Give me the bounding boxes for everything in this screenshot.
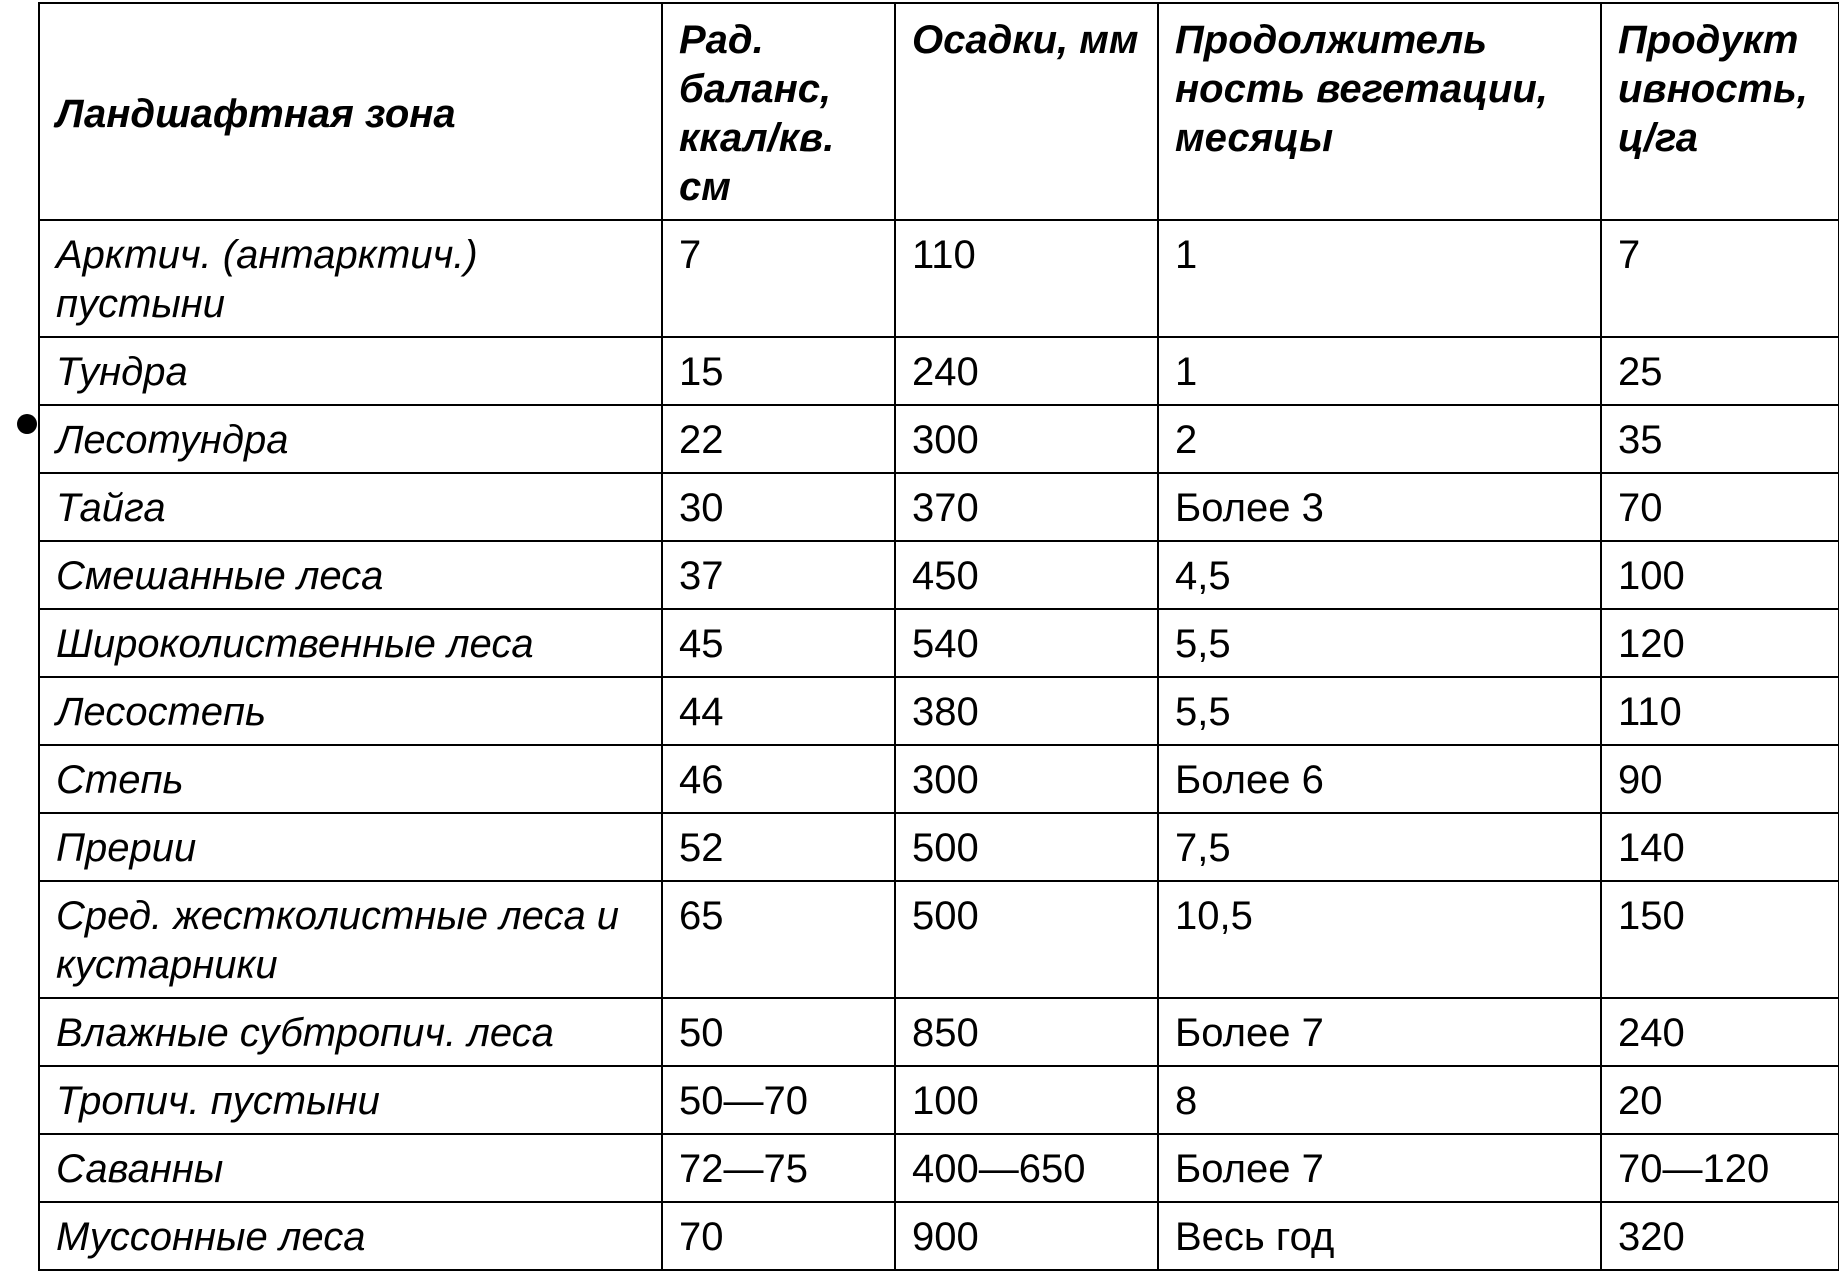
table-row: [39, 337, 1839, 405]
cell-precipitation: 300: [895, 405, 1158, 473]
cell-radiation: 22: [662, 405, 895, 473]
cell-vegetation: Более 6: [1158, 745, 1601, 813]
cell-precipitation: 500: [895, 813, 1158, 881]
table-row: [39, 1134, 1839, 1202]
cell-vegetation: 5,5: [1158, 609, 1601, 677]
header-vegetation-duration: Продолжитель ность вегетации, месяцы: [1158, 3, 1601, 220]
cell-productivity: 70: [1601, 473, 1839, 541]
header-precipitation: Осадки, мм: [895, 3, 1158, 220]
cell-zone: Лесостепь: [39, 677, 662, 745]
cell-precipitation: 300: [895, 745, 1158, 813]
cell-zone: Прерии: [39, 813, 662, 881]
table-row: [39, 677, 1839, 745]
cell-precipitation: 100: [895, 1066, 1158, 1134]
cell-radiation: 45: [662, 609, 895, 677]
cell-productivity: 140: [1601, 813, 1839, 881]
cell-vegetation: 1: [1158, 337, 1601, 405]
cell-productivity: 320: [1601, 1202, 1839, 1270]
cell-radiation: 65: [662, 881, 895, 998]
cell-zone: Степь: [39, 745, 662, 813]
cell-precipitation: 400—650: [895, 1134, 1158, 1202]
cell-precipitation: 540: [895, 609, 1158, 677]
cell-vegetation: 4,5: [1158, 541, 1601, 609]
cell-vegetation: 2: [1158, 405, 1601, 473]
cell-productivity: 100: [1601, 541, 1839, 609]
cell-vegetation: Весь год: [1158, 1202, 1601, 1270]
cell-radiation: 72—75: [662, 1134, 895, 1202]
cell-radiation: 46: [662, 745, 895, 813]
table-row: [39, 1066, 1839, 1134]
cell-precipitation: 370: [895, 473, 1158, 541]
table-row: [39, 745, 1839, 813]
cell-zone: Муссонные леса: [39, 1202, 662, 1270]
cell-productivity: 70—120: [1601, 1134, 1839, 1202]
cell-radiation: 30: [662, 473, 895, 541]
cell-radiation: 70: [662, 1202, 895, 1270]
bullet-point: [17, 414, 37, 434]
cell-zone: Смешанные леса: [39, 541, 662, 609]
header-productivity: Продукт ивность, ц/га: [1601, 3, 1839, 220]
cell-zone: Саванны: [39, 1134, 662, 1202]
cell-vegetation: Более 7: [1158, 1134, 1601, 1202]
cell-vegetation: Более 3: [1158, 473, 1601, 541]
cell-radiation: 50: [662, 998, 895, 1066]
table-row: [39, 405, 1839, 473]
cell-zone: Сред. жестколистные леса и кустарники: [39, 881, 662, 998]
cell-radiation: 52: [662, 813, 895, 881]
cell-vegetation: Более 7: [1158, 998, 1601, 1066]
header-radiation-balance: Рад. баланс, ккал/кв. см: [662, 3, 895, 220]
cell-zone: Влажные субтропич. леса: [39, 998, 662, 1066]
cell-radiation: 37: [662, 541, 895, 609]
cell-vegetation: 1: [1158, 220, 1601, 337]
cell-productivity: 35: [1601, 405, 1839, 473]
cell-productivity: 20: [1601, 1066, 1839, 1134]
cell-zone: Лесотундра: [39, 405, 662, 473]
cell-radiation: 50—70: [662, 1066, 895, 1134]
landscape-zones-table: [38, 2, 1839, 1271]
cell-precipitation: 850: [895, 998, 1158, 1066]
cell-precipitation: 500: [895, 881, 1158, 998]
cell-radiation: 44: [662, 677, 895, 745]
cell-zone: Тундра: [39, 337, 662, 405]
cell-precipitation: 240: [895, 337, 1158, 405]
table-row: [39, 881, 1839, 998]
table-row: [39, 1202, 1839, 1270]
cell-productivity: 7: [1601, 220, 1839, 337]
table-row: [39, 609, 1839, 677]
cell-productivity: 110: [1601, 677, 1839, 745]
table-row: [39, 220, 1839, 337]
cell-zone: Арктич. (антарктич.) пустыни: [39, 220, 662, 337]
cell-vegetation: 5,5: [1158, 677, 1601, 745]
header-zone: Ландшафтная зона: [39, 3, 662, 220]
table-row: [39, 541, 1839, 609]
cell-vegetation: 8: [1158, 1066, 1601, 1134]
cell-productivity: 150: [1601, 881, 1839, 998]
table-row: [39, 813, 1839, 881]
cell-vegetation: 10,5: [1158, 881, 1601, 998]
cell-precipitation: 380: [895, 677, 1158, 745]
cell-precipitation: 450: [895, 541, 1158, 609]
table-row: [39, 473, 1839, 541]
cell-vegetation: 7,5: [1158, 813, 1601, 881]
cell-productivity: 25: [1601, 337, 1839, 405]
cell-zone: Тайга: [39, 473, 662, 541]
table-row: [39, 998, 1839, 1066]
cell-productivity: 90: [1601, 745, 1839, 813]
cell-productivity: 240: [1601, 998, 1839, 1066]
table-header-row: [39, 3, 1839, 220]
cell-productivity: 120: [1601, 609, 1839, 677]
cell-zone: Широколиственные леса: [39, 609, 662, 677]
cell-precipitation: 110: [895, 220, 1158, 337]
cell-precipitation: 900: [895, 1202, 1158, 1270]
cell-radiation: 7: [662, 220, 895, 337]
cell-radiation: 15: [662, 337, 895, 405]
cell-zone: Тропич. пустыни: [39, 1066, 662, 1134]
